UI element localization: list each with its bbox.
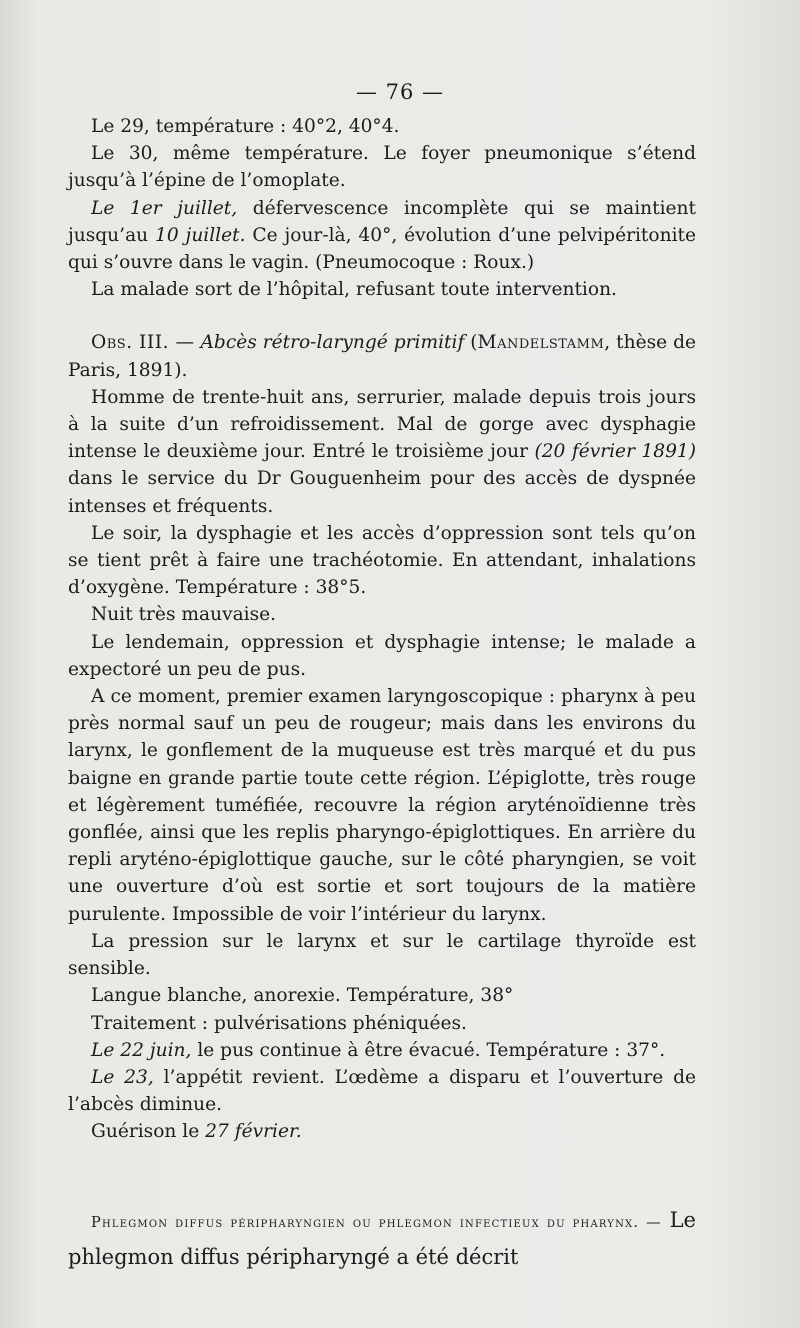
paragraph: A ce moment, premier examen laryngoscopique : pharynx à peu près normal sauf un peu de rougeur; mais dans les environs du larynx, le gonflement de la muqueuse est très marqué et du pus baigne en grande partie toute cette région. L’épiglotte, très rouge et légèrement tuméfiée, recouvre la région aryténoïdienne très gonflée, ainsi que les replis pharyngo-épiglottiques. En arrière du repli aryténo-épiglottique gauche, sur le côté pharyngien, se voit une ouverture d’où est sortie et sort toujours de la matière purulente. Impossible de voir l’intérieur du larynx. [68, 686, 696, 925]
paragraph: Le 1er juillet, défervescence incomplète qui se maintient jusqu’au 10 juillet. Ce jour-là, 40°, évolution d’une pelvipéritonite qui s’ouvre dans le vagin. (Pneumocoque : Roux.) [68, 197, 696, 274]
paragraph: Le 29, température : 40°2, 40°4. [91, 116, 400, 137]
paragraph: Guérison le 27 février. [91, 1121, 302, 1143]
paragraph: Traitement : pulvérisations phéniquées. [91, 1012, 467, 1034]
obs-title: Abcès rétro-laryngé primitif [200, 332, 465, 354]
date: Le 29, [91, 116, 150, 137]
observation-heading: Obs. III. — Abcès rétro-laryngé primitif (Mandelstamm, thèse de Paris, 1891). [68, 332, 696, 381]
body-text [68, 113, 696, 1146]
date: Le 30, [91, 143, 159, 165]
obs-author: Mandelstamm [477, 332, 605, 354]
paragraph: Le 30, même température. Le foyer pneumonique s’étend jusqu’à l’épine de l’omoplate. [68, 143, 696, 192]
section-opening: Phlegmon diffus péripharyngien ou phlegmon infectieux du pharynx. — Le phlegmon diffus péripharyngé a été décrit [68, 1208, 696, 1269]
paragraph: Nuit très mauvaise. [91, 604, 277, 626]
paragraph: La pression sur le larynx et sur le cartilage thyroïde est sensible. [68, 930, 696, 980]
section-heading: Phlegmon diffus péripharyngien ou phlegmon infectieux du pharynx. — [91, 1215, 662, 1231]
paragraph: Langue blanche, anorexie. Température, 38° [91, 985, 514, 1007]
paragraph: Le soir, la dysphagie et les accès d’oppression sont tels qu’on se tient prêt à faire une trachéotomie. En attendant, inhalations d’oxygène. Température : 38°5. [68, 522, 696, 599]
paragraph: Le 23, l’appétit revient. L’œdème a disparu et l’ouverture de l’abcès diminue. [68, 1066, 696, 1116]
date: 10 juillet. [155, 224, 246, 246]
paragraph: Le lendemain, oppression et dysphagie intense; le malade a expectoré un peu de pus. [68, 631, 696, 680]
paragraph: Homme de trente-huit ans, serrurier, malade depuis trois jours à la suite d’un refroidissement. Mal de gorge avec dysphagie intense le deuxième jour. Entré le troisième jour (20 février 1891) dans le service du Dr Gouguenheim pour des accès de dyspnée intenses et fréquents. [68, 386, 696, 517]
page-number: — 76 — [355, 80, 445, 104]
obs-label: Obs. III. — [91, 332, 195, 354]
date: Le 1er juillet, [91, 197, 238, 219]
paragraph: Le 22 juin, le pus continue à être évacué. Température : 37°. [91, 1039, 666, 1061]
paragraph: La malade sort de l’hôpital, refusant toute intervention. [91, 279, 617, 301]
